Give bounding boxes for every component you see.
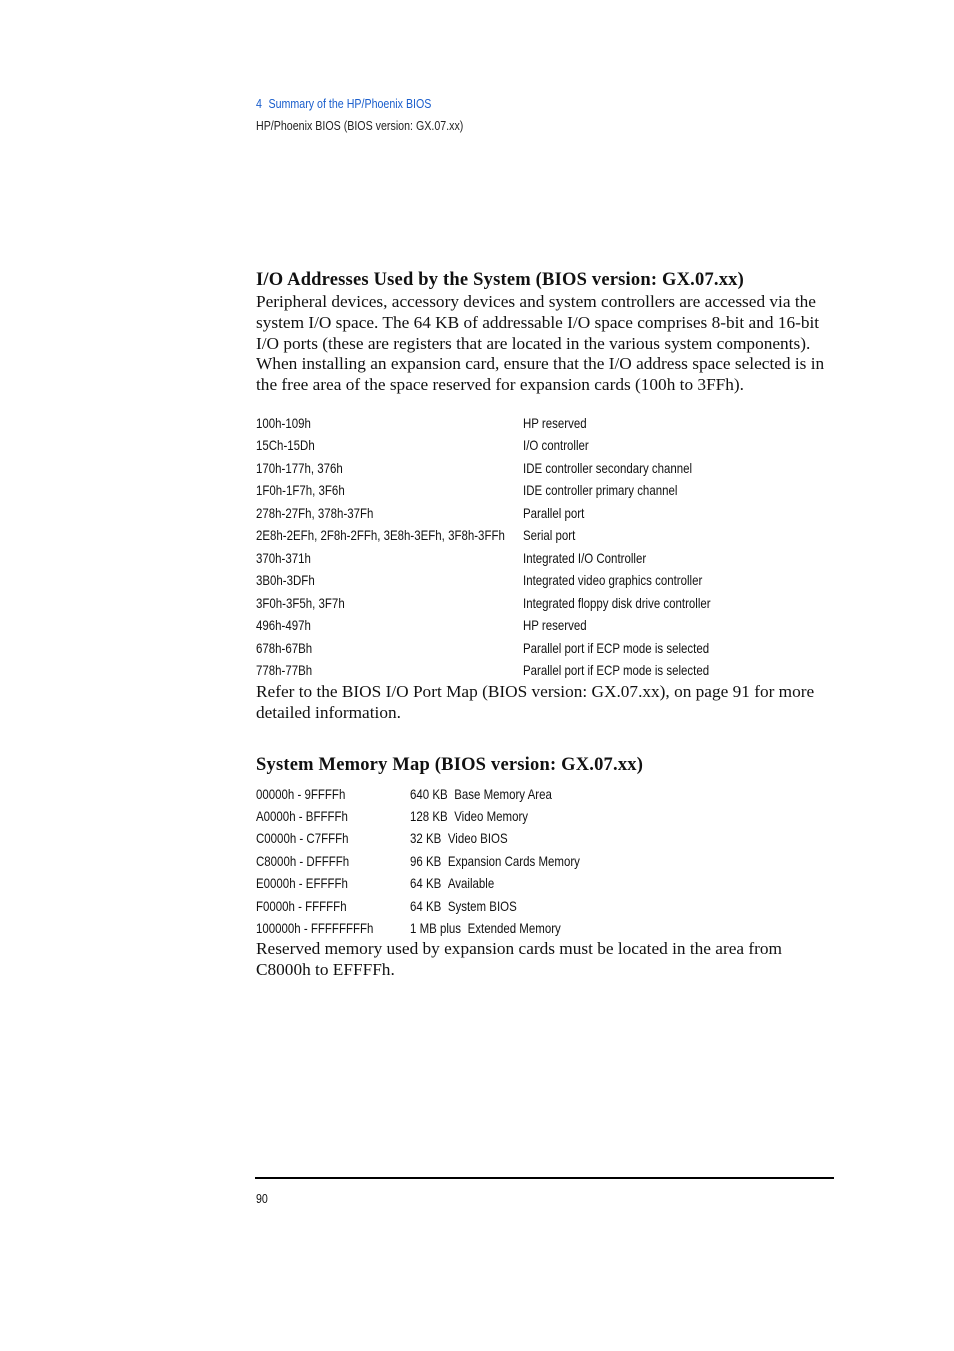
table-row — [256, 479, 836, 502]
page-number: 90 — [256, 1191, 268, 1206]
main-content — [256, 268, 836, 981]
io-address: 3B0h-3DFh — [256, 572, 315, 589]
memory-range: 100000h - FFFFFFFFh — [256, 919, 374, 936]
io-address: 778h-77Bh — [256, 662, 313, 679]
io-address-table — [256, 412, 836, 682]
table-row — [256, 434, 836, 457]
chapter-number: 4 — [256, 96, 262, 111]
running-title: HP/Phoenix BIOS (BIOS version: GX.07.xx) — [256, 118, 464, 133]
io-address: 678h-67Bh — [256, 639, 313, 656]
memory-range: A0000h - BFFFFh — [256, 807, 348, 824]
io-description: HP reserved — [523, 617, 587, 634]
memory-note-paragraph: Reserved memory used by expansion cards must be located in the area from C8000h to EFFFFh. — [256, 939, 782, 980]
io-description: Integrated video graphics controller — [523, 572, 703, 589]
chapter-title: Summary of the HP/Phoenix BIOS — [268, 96, 432, 111]
memory-size: 640 KB — [410, 785, 448, 802]
table-row — [256, 895, 836, 917]
io-address: 15Ch-15Dh — [256, 437, 315, 454]
io-address: 496h-497h — [256, 617, 311, 634]
memory-description: Base Memory Area — [454, 785, 552, 802]
memory-size: 32 KB — [410, 830, 442, 847]
table-row — [256, 917, 836, 939]
memory-map-table — [256, 783, 836, 940]
table-row — [256, 524, 836, 547]
memory-description: Video BIOS — [447, 830, 508, 847]
memory-size: 128 KB — [410, 807, 448, 824]
memory-range: E0000h - EFFFFh — [256, 875, 348, 892]
io-description: Integrated I/O Controller — [523, 549, 647, 566]
page-header — [256, 95, 509, 135]
table-row — [256, 659, 836, 682]
table-row — [256, 783, 836, 805]
table-row — [256, 637, 836, 660]
table-row — [256, 805, 836, 827]
memory-size: 64 KB — [410, 875, 442, 892]
memory-range: C8000h - DFFFFh — [256, 852, 350, 869]
chapter-link[interactable] — [256, 95, 463, 113]
io-description: I/O controller — [523, 437, 589, 454]
io-address: 370h-371h — [256, 549, 311, 566]
memory-size: 1 MB plus — [410, 919, 462, 936]
io-description: Integrated floppy disk drive controller — [523, 594, 711, 611]
io-section-heading: I/O Addresses Used by the System (BIOS version: GX.07.xx) — [256, 270, 744, 290]
io-address: 170h-177h, 376h — [256, 459, 343, 476]
footer-divider — [255, 1177, 834, 1179]
table-row — [256, 502, 836, 525]
table-row — [256, 547, 836, 570]
io-address: 2E8h-2EFh, 2F8h-2FFh, 3E8h-3EFh, 3F8h-3FFh — [256, 527, 505, 544]
memory-size: 96 KB — [410, 852, 442, 869]
io-address: 278h-27Fh, 378h-37Fh — [256, 504, 374, 521]
table-row — [256, 872, 836, 894]
io-description: IDE controller secondary channel — [523, 459, 693, 476]
memory-description: Expansion Cards Memory — [447, 852, 580, 869]
memory-range: 00000h - 9FFFFh — [256, 785, 346, 802]
io-description: Parallel port — [523, 504, 585, 521]
memory-size: 64 KB — [410, 897, 442, 914]
table-row — [256, 592, 836, 615]
table-row — [256, 850, 836, 872]
io-description: Parallel port if ECP mode is selected — [523, 662, 710, 679]
table-row — [256, 569, 836, 592]
io-address: 3F0h-3F5h, 3F7h — [256, 594, 345, 611]
memory-range: C0000h - C7FFFh — [256, 830, 349, 847]
io-description: IDE controller primary channel — [523, 482, 678, 499]
io-address: 100h-109h — [256, 414, 311, 431]
io-description: Serial port — [523, 527, 576, 544]
table-row — [256, 457, 836, 480]
table-row — [256, 614, 836, 637]
memory-range: F0000h - FFFFFh — [256, 897, 347, 914]
io-intro-paragraph: Peripheral devices, accessory devices and system controllers are accessed via the system I/O space. The 64 KB of addressable I/O space comprises 8-bit and 16-bit I/O ports (these are registers that are located in the various system components). When installing an expansion card, ensure that the I/O address space selected is in the free area of the space reserved for expansion cards (100h to 3FFh). — [256, 292, 825, 395]
io-description: HP reserved — [523, 414, 587, 431]
memory-description: Video Memory — [454, 807, 529, 824]
table-row — [256, 827, 836, 849]
table-row — [256, 412, 836, 435]
memory-description: System BIOS — [447, 897, 517, 914]
memory-description: Extended Memory — [467, 919, 561, 936]
io-description: Parallel port if ECP mode is selected — [523, 639, 710, 656]
io-address: 1F0h-1F7h, 3F6h — [256, 482, 345, 499]
memory-description: Available — [447, 875, 495, 892]
memory-section-heading: System Memory Map (BIOS version: GX.07.xx) — [256, 754, 644, 775]
io-port-map-reference: Refer to the BIOS I/O Port Map (BIOS version: GX.07.xx), on page 91 for more detailed information. — [256, 681, 815, 722]
